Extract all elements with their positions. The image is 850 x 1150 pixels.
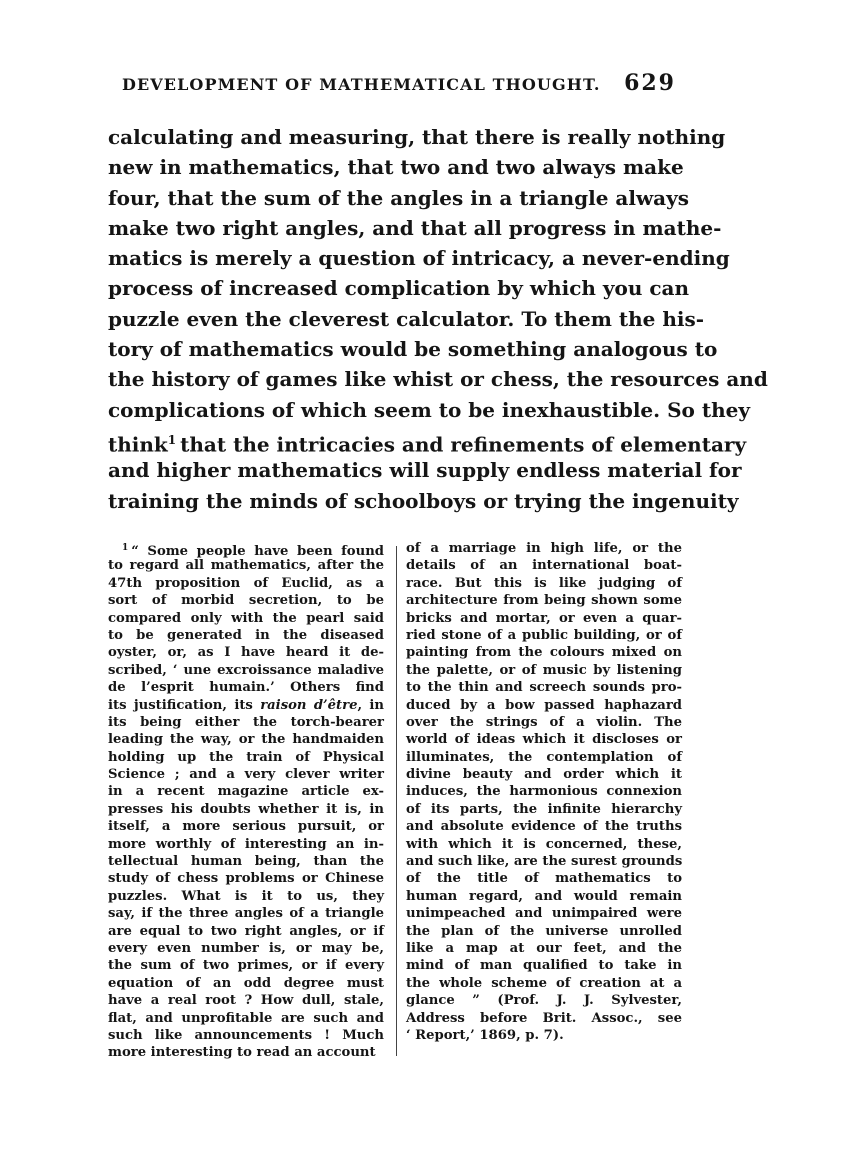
body-line: and higher mathematics will supply endless material for [108,458,742,483]
footnote-line: the plan of the universe unrolled [406,923,682,939]
footnote-line: the palette, or of music by listening [406,662,682,678]
footnote-line: oyster, or, as I have heard it de- [108,645,384,661]
footnote-line: bricks and mortar, or even a quar- [406,610,682,626]
footnote-line: race. But this is like judging of [406,575,682,591]
footnote-line: ‘ Report,’ 1869, p. 7). [406,1027,564,1043]
footnote-line: scribed, ‘ une excroissance maladive [108,662,384,678]
footnote-line: divine beauty and order which it [406,767,682,783]
body-line-with-footnote-ref [108,425,747,457]
body-line: new in mathematics, that two and two always make [108,155,684,180]
body-line: process of increased complication by which you can [108,276,690,301]
footnote-line: over the strings of a violin. The [406,714,682,730]
footnote-line: unimpeached and unimpaired were [406,906,682,922]
footnote-reference[interactable]: 1 [167,432,177,447]
footnote-line: and absolute evidence of the truths [406,819,682,835]
footnote-left-column [108,540,384,1062]
body-line: matics is merely a question of intricacy, a never-ending [108,246,730,271]
footnote-line: every even number is, or may be, [108,940,384,956]
footnote-line: with which it is concerned, these, [406,836,682,852]
body-line: calculating and measuring, that there is really nothing [108,125,726,149]
footnote-line: to regard all mathematics, after the [108,558,384,574]
footnote [108,540,683,1070]
footnote-line: leading the way, or the handmaiden [108,732,384,748]
footnote-line: its justification, its raison d’être, in [108,697,384,713]
footnote-right-column [406,540,682,1044]
footnote-line: de l’esprit humain.’ Others find [108,680,384,696]
footnote-line: are equal to two right angles, or if [108,923,384,939]
footnote-line: duced by a bow passed haphazard [406,697,682,713]
body-line: puzzle even the cleverest calculator. To them the his- [108,306,705,331]
footnote-line: architecture from being shown some [406,593,682,609]
footnote-line: the sum of two primes, or if every [108,958,384,974]
footnote-line: itself, a more serious pursuit, or [108,819,384,835]
footnote-line: 47th proposition of Euclid, as a [108,575,384,591]
footnote-line: its being either the torch-bearer [108,714,384,730]
footnote-line: compared only with the pearl said [108,610,384,626]
footnote-marker: 1 [122,543,129,553]
footnote-line: induces, the harmonious connexion [406,784,682,800]
body-line: four, that the sum of the angles in a triangle always [108,185,690,210]
footnote-line: illuminates, the contemplation of [406,749,682,765]
footnote-first-line [108,540,384,557]
footnote-line: Address before Brit. Assoc., see [406,1010,682,1026]
footnote-line: to be generated in the diseased [108,627,384,643]
page-header [110,68,676,102]
footnote-line: ried stone of a public building, or of [406,627,682,643]
footnote-line: world of ideas which it discloses or [406,732,682,748]
footnote-line: presses his doubts whether it is, in [108,801,384,817]
footnote-line: details of an international boat- [406,558,682,574]
page-number: 629 [624,70,676,96]
body-text [108,122,768,516]
footnote-line: in a recent magazine article ex- [108,784,384,800]
footnote-line: to the thin and screech sounds pro- [406,680,682,696]
footnote-line: the whole scheme of creation at a [406,975,682,991]
body-line: training the minds of schoolboys or trying the ingenuity [108,488,739,513]
footnote-line: and such like, are the surest grounds [406,854,683,870]
running-head: DEVELOPMENT OF MATHEMATICAL THOUGHT. [122,75,601,94]
body-line-rest: that the intricacies and refinements of elementary [180,432,747,457]
footnote-line: glance ” (Prof. J. J. Sylvester, [406,993,682,1009]
body-line: make two right angles, and that all progress in mathe- [108,215,722,240]
footnote-line: Science ; and a very clever writer [108,767,384,783]
footnote-line: have a real root ? How dull, stale, [108,993,384,1009]
footnote-line: such like announcements ! Much [108,1027,384,1043]
body-line: tory of mathematics would be something analogous to [108,337,718,362]
italic-phrase: raison d’être [260,697,358,713]
footnote-line: painting from the colours mixed on [406,645,682,661]
column-divider [396,546,397,1056]
footnote-line: holding up the train of Physical [108,749,384,765]
footnote-line: more interesting to read an account [108,1045,376,1061]
footnote-line: tellectual human being, than the [108,854,384,870]
footnote-line: say, if the three angles of a triangle [108,906,384,922]
body-line-start: think [108,432,168,457]
body-line: the history of games like whist or chess, the resources and [108,367,768,392]
footnote-line: of the title of mathematics to [406,871,682,887]
footnote-line: more worthly of interesting an in- [108,836,384,852]
footnote-line: “ Some people have been found [131,544,384,559]
footnote-line: flat, and unprofitable are such and [108,1010,384,1026]
footnote-line: study of chess problems or Chinese [108,871,384,887]
footnote-line: like a map at our feet, and the [406,940,682,956]
footnote-line: sort of morbid secretion, to be [108,593,384,609]
footnote-line: puzzles. What is it to us, they [108,888,384,904]
footnote-line: of a marriage in high life, or the [406,541,682,556]
footnote-line: human regard, and would remain [406,888,682,904]
footnote-line: mind of man qualified to take in [406,958,682,974]
footnote-line: of its parts, the infinite hierarchy [406,801,682,817]
footnote-line: equation of an odd degree must [108,975,384,991]
body-line: complications of which seem to be inexhaustible. So they [108,397,750,422]
